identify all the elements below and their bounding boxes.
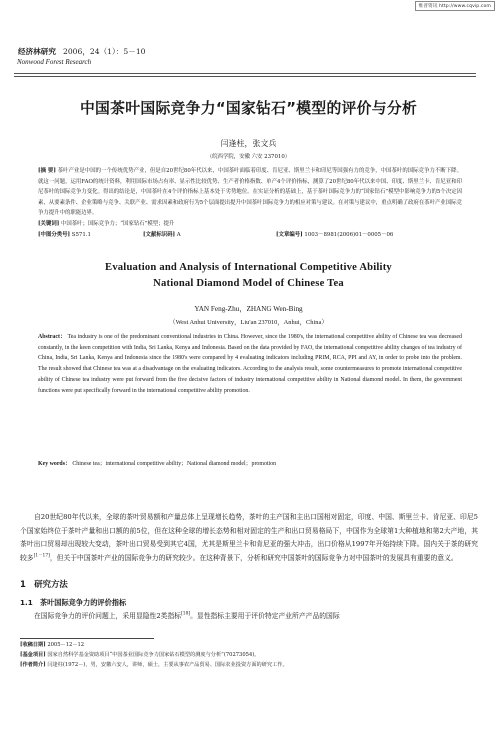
abstract-cn-text: 茶叶产业是中国的一个传统优势产业，但是自20世纪80年代以来，中国茶叶面临着印度、肯尼亚、斯里兰卡和印尼等国强有力的竞争，中国茶叶的国际竞争力不断下降。就这一问题，运用FAO的统计资料，利用国际市场占有率、显示性比较优势、生产者价格指数、单产4个评价指标，测算了20世纪80年代以来中国、印度、斯里兰卡、肯尼亚和印尼茶叶的国际竞争力变化。得出的结论是，中国茶叶在4个评价指标上基本处于劣势地位。在实证分析的基础上，基于茶叶国际竞争力的“国家钻石”模型中影响竞争力的5个决定因素，从要素条件、企业策略与竞争、关联产业、需求因素和政府行为5个层面提出提升中国茶叶国际竞争力的相应对策与建议。在对策与建议中，重点明确了政府在茶叶产业国际竞争力提升中的职能边界。 xyxy=(38,168,462,217)
affiliation: （皖西学院，安徽 六安 237010） xyxy=(206,154,291,160)
header-rule-bottom xyxy=(14,76,476,77)
footnote-fund: [基金项目] 国家自然科学基金资助项目“中国茶业国际竞争力国家钻石模型的测度与分析”(70273054)。 xyxy=(20,652,260,658)
abstract-cn-label: [摘 要] xyxy=(38,168,56,174)
article-number: [文章编号] 1003－8981(2006)01－0005－06 xyxy=(276,232,394,238)
abstract-en xyxy=(38,332,462,396)
header-rule-top xyxy=(14,73,476,74)
subsection-heading: 1.1 茶叶国际竞争力的评价指标 xyxy=(20,598,127,607)
abstract-en-text: Tea industry is one of the predominant conventional industries in China. However, since the 1980's, the international competitive ability of Chinese tea was decreased constantly, in the keen competition with India, Sri Lanka, Kenya and Indonesia. Based on the data provided by FAO, the international competitive ability changes of tea industry of China, India, Sri Lanka, Kenya and Indonesia since the 1980's were compared by 4 evaluating indicators including PRIM, RCA, PPI and AY, in order to probe into the problem. The result showed that Chinese tea was at a disadvantage on the evaluating indicators. According to the analysis result, some countermeasures to promote international competitive ability of Chinese tea industry were put forward from the five decisive factors of industry international competitive ability in National diamond model. In them, the government functions were put specifically forward in the international competitive ability promotion. xyxy=(38,334,462,394)
clc-number: [中图分类号] S571.1 xyxy=(38,232,91,238)
footnote-received: [收稿日期] 2005－12－12 xyxy=(20,642,85,648)
affiliation-en: （West Anhui University，Liu'an 237010，Anhui，China） xyxy=(169,319,328,326)
section-heading: 1 研究方法 xyxy=(20,579,68,589)
intro-paragraph: 自20世纪80年代以来，全球的茶叶贸易额和产量总体上呈现增长趋势，茶叶的主产国和主出口国相对固定，印度、中国、斯里兰卡、肯尼亚、印尼5个国家始终位于茶叶产量和出口额的前5位，但在这种全球的增长态势和相对固定的生产和出口贸易格局下，中国作为全球第1大种植地和第2大产地，其茶叶出口贸易却出现较大变动，茶叶出口贸易受到其它4国，尤其是斯里兰卡和肯尼亚的强大冲击，出口价格从1997年开始持续下降。国内关于茶的研究较多[1－17]，但关于中国茶叶产业的国际竞争力的研究较少。在这种背景下，分析和研究中国茶叶的国际竞争力对中国茶叶的发展具有重要的意义。 xyxy=(20,513,478,562)
watermark: 维普资讯 http://www.cqvip.com xyxy=(415,1,495,11)
journal-issue: 2006，24（1）：5－10 xyxy=(63,47,146,56)
keywords-en xyxy=(38,458,462,467)
title-en-line1: Evaluation and Analysis of International Competitive Ability xyxy=(105,262,392,273)
journal-name-en: Nonwood Forest Research xyxy=(17,58,92,66)
title-en-line2: National Diamond Model of Chinese Tea xyxy=(153,278,344,289)
body-paragraph: 在国际竞争力的评价问题上，采用显隐性2类指标[18]。显性指标主要用于评价特定产业所产产品的国际 xyxy=(34,611,340,620)
keywords-cn xyxy=(38,219,462,230)
journal-name: 经济林研究 xyxy=(18,47,56,56)
citation: [1－17] xyxy=(33,553,50,559)
authors-en: YAN Feng-Zhu，ZHANG Wen-Bing xyxy=(194,305,303,313)
keywords-en-label: Key words： xyxy=(38,461,71,467)
doc-code: [文献标识码] A xyxy=(143,232,181,238)
keywords-en-text: Chinese tea；international competitive ability；National diamond model；promotion xyxy=(72,461,277,467)
authors: 闫逢柱，张文兵 xyxy=(220,139,277,148)
abstract-cn xyxy=(38,166,462,219)
keywords-cn-text: 中国茶叶；国际竞争力；“国家钻石”模型；提升 xyxy=(61,221,175,227)
footnote-rule xyxy=(20,638,154,639)
footnote-author: [作者简介] 闫逢柱(1972－)，男，安徽六安人，讲师，硕士，主要从事农产品贸易、国际农业投资方面的研究工作。 xyxy=(20,662,288,668)
paper-title: 中国茶叶国际竞争力“国家钻石”模型的评价与分析 xyxy=(79,100,418,117)
abstract-en-label: Abstract： xyxy=(38,334,67,340)
keywords-cn-label: [关键词] xyxy=(38,221,60,227)
citation: [18] xyxy=(181,611,191,617)
